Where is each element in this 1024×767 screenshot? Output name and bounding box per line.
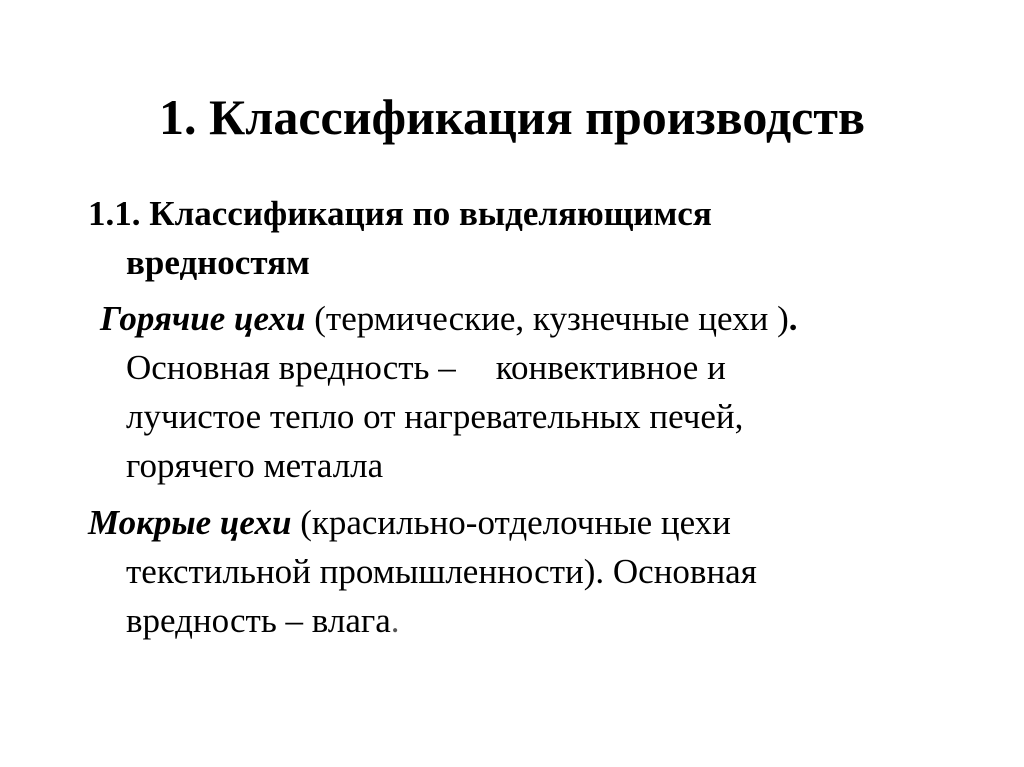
hot-shops-hazard-label: Основная вредность – — [126, 348, 456, 387]
hot-shops-period: . — [788, 299, 798, 338]
hot-shops-term: Горячие цехи — [100, 299, 306, 338]
wet-shops-line-1 — [88, 498, 968, 547]
hot-shops-line-4: горячего металла — [126, 446, 384, 485]
section-heading-line-2: вредностям — [126, 243, 310, 282]
hot-shops-examples: (термические, кузнечные цехи ) — [305, 299, 789, 338]
section-heading — [88, 189, 968, 287]
hot-shops-line-1 — [100, 294, 980, 343]
hot-shops-line-3: лучистое тепло от нагревательных печей, — [126, 397, 744, 436]
wet-shops-paragraph — [88, 498, 968, 645]
section-heading-line-1: 1.1. Классификация по выделяющимся — [88, 194, 712, 233]
wet-shops-period: . — [390, 601, 400, 640]
hot-shops-paragraph — [100, 294, 980, 490]
wet-shops-hazard: вредность – влага — [126, 601, 391, 640]
wet-shops-term: Мокрые цехи — [88, 503, 292, 542]
hot-shops-line-2 — [100, 343, 980, 392]
slide-title: 1. Классификация производств — [159, 89, 865, 145]
wet-shops-line-2: текстильной промышленности). Основная — [126, 552, 757, 591]
wet-shops-line-3 — [88, 596, 968, 645]
hot-shops-hazard-text: конвективное и — [495, 348, 726, 387]
wet-shops-examples: (красильно-отделочные цехи — [291, 503, 731, 542]
